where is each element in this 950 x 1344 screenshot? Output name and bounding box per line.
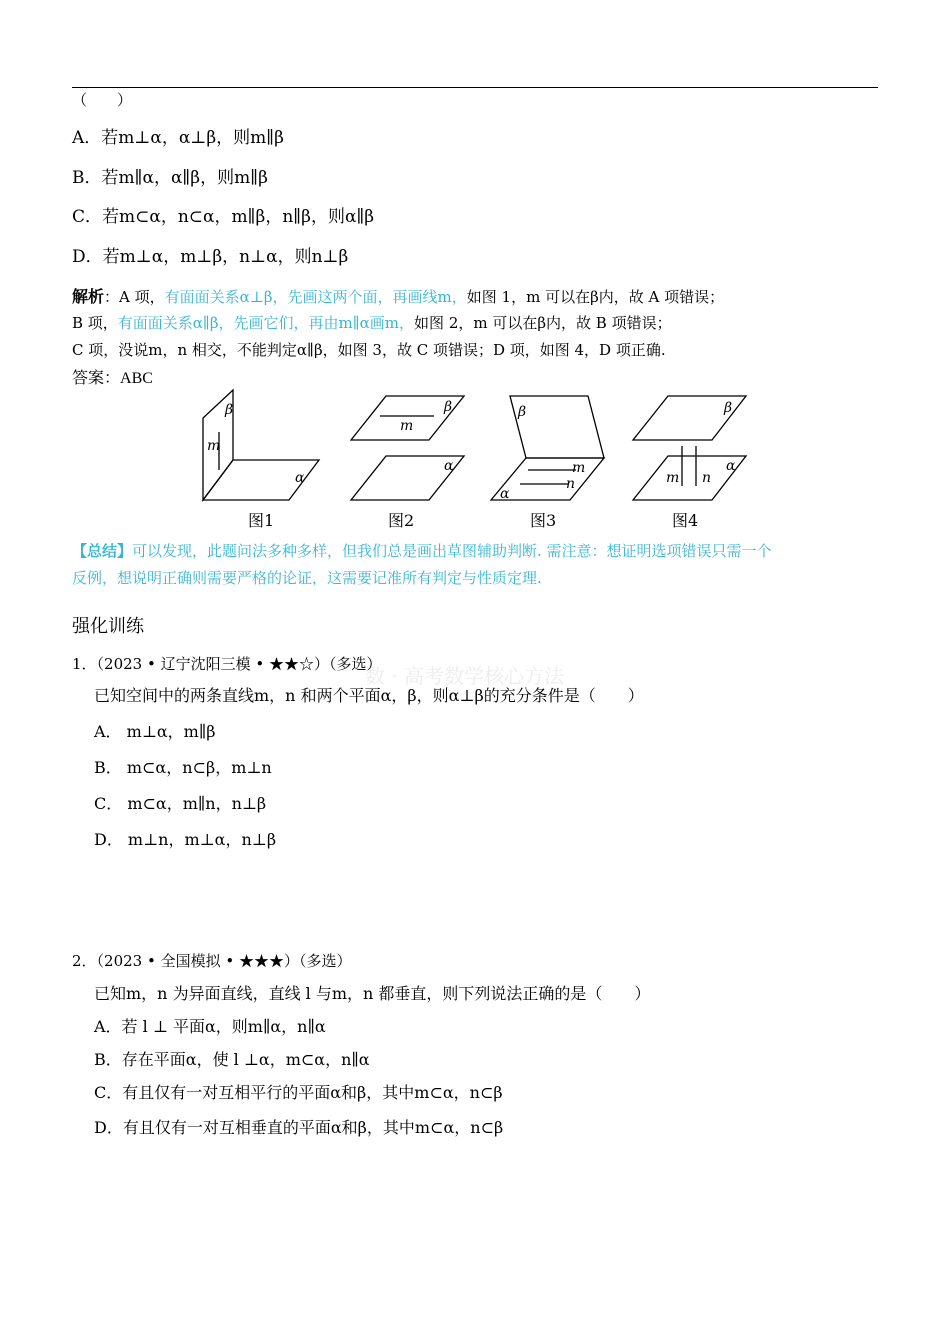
figure-1 [195, 388, 325, 506]
q2-option-d: D．有且仅有一对互相垂直的平面α和β，其中m⊂α，n⊂β [94, 1118, 504, 1137]
option-letter: C． [72, 207, 103, 227]
analysis-text: B 项， [72, 314, 118, 332]
label-beta: β [225, 402, 234, 418]
q2-option-b: B．存在平面α，使 l ⊥α，m⊂α，n∥α [94, 1050, 370, 1069]
analysis-line-2 [72, 313, 672, 333]
section-title: 强化训练 [72, 616, 144, 637]
analysis-hint: 有面面关系α⊥β，先画这两个面，再画线m， [164, 288, 467, 306]
analysis-text: ：A 项， [104, 288, 165, 306]
analysis-line-3: C 项，没说m，n 相交，不能判定α∥β，如图 3，故 C 项错误；D 项，如图 4，D 项正确. [72, 341, 666, 359]
label-n: n [566, 476, 576, 492]
answer-line [72, 368, 153, 389]
label-m: m [400, 418, 414, 434]
option-c [72, 207, 374, 227]
q2-option-a: A．若 l ⊥ 平面α，则m∥α，n∥α [94, 1017, 326, 1036]
label-alpha: α [444, 458, 454, 474]
q2-option-c: C．有且仅有一对互相平行的平面α和β，其中m⊂α，n⊂β [94, 1083, 503, 1102]
q1-stem: 已知空间中的两条直线m，n 和两个平面α，β，则α⊥β的充分条件是（ ） [94, 686, 644, 705]
q1-option-a: A． m⊥α，m∥β [94, 722, 216, 741]
option-letter: D． [72, 247, 103, 267]
label-beta: β [518, 404, 527, 420]
q1-header: 1．（2023 • 辽宁沈阳三模 • ★★☆）（多选） [72, 655, 382, 673]
figure-2 [346, 388, 470, 506]
analysis-text: 如图 1，m 可以在β内，故 A 项错误； [466, 288, 725, 306]
option-a [72, 128, 284, 148]
q2-header: 2．（2023 • 全国模拟 • ★★★）（多选） [72, 952, 352, 970]
option-text: 若m⊂α，n⊂α，m∥β，n∥β，则α∥β [102, 207, 375, 227]
figure-4 [630, 388, 754, 506]
q1-option-c: C． m⊂α，m∥n，n⊥β [94, 794, 267, 813]
option-text: 若m⊥α，m⊥β，n⊥α，则n⊥β [102, 247, 349, 267]
option-text: 若m⊥α，α⊥β，则m∥β [101, 128, 284, 148]
summary-line-2: 反例，想说明正确则需要严格的论证，这需要记准所有判定与性质定理. [72, 569, 542, 587]
label-beta: β [444, 399, 453, 415]
top-rule [72, 87, 878, 88]
summary-text: 可以发现，此题问法多种多样，但我们总是画出草图辅助判断. 需注意：想证明选项错误只需一个 [132, 542, 772, 560]
label-m: m [666, 470, 680, 486]
label-alpha: α [295, 470, 305, 486]
figure-caption-2: 图2 [388, 511, 415, 530]
label-alpha: α [726, 458, 736, 474]
figure-caption-3: 图3 [530, 511, 557, 530]
analysis-hint: 有面面关系α∥β，先画它们，再由m∥α画m， [117, 314, 415, 332]
q1-option-b: B． m⊂α，n⊂β，m⊥n [94, 758, 272, 777]
answer-label: 答案： [72, 368, 121, 387]
answer-value: ABC [120, 370, 153, 387]
option-letter: B． [72, 168, 102, 188]
label-m: m [572, 460, 586, 476]
watermark: 数 · 高考数学核心方法 [365, 664, 565, 688]
q2-stem: 已知m，n 为异面直线，直线 l 与m，n 都垂直，则下列说法正确的是（ ） [94, 984, 651, 1003]
analysis-label: 解析 [72, 287, 105, 306]
label-m: m [207, 438, 221, 454]
label-n: n [702, 470, 712, 486]
summary-tag: 【总结】 [72, 542, 133, 560]
label-beta: β [724, 400, 733, 416]
answer-paren: （ ） [72, 91, 133, 109]
analysis-line-1 [72, 287, 724, 307]
option-letter: A． [72, 128, 102, 148]
option-b [72, 168, 268, 188]
figure-caption-4: 图4 [672, 511, 699, 530]
option-d [72, 247, 348, 267]
analysis-text: 如图 2，m 可以在β内，故 B 项错误； [414, 314, 672, 332]
label-alpha: α [500, 486, 510, 502]
figure-3 [488, 388, 612, 506]
option-text: 若m∥α，α∥β，则m∥β [101, 168, 268, 188]
summary-line-1 [72, 541, 772, 561]
figure-caption-1: 图1 [248, 511, 275, 530]
q1-option-d: D． m⊥n，m⊥α，n⊥β [94, 830, 277, 849]
